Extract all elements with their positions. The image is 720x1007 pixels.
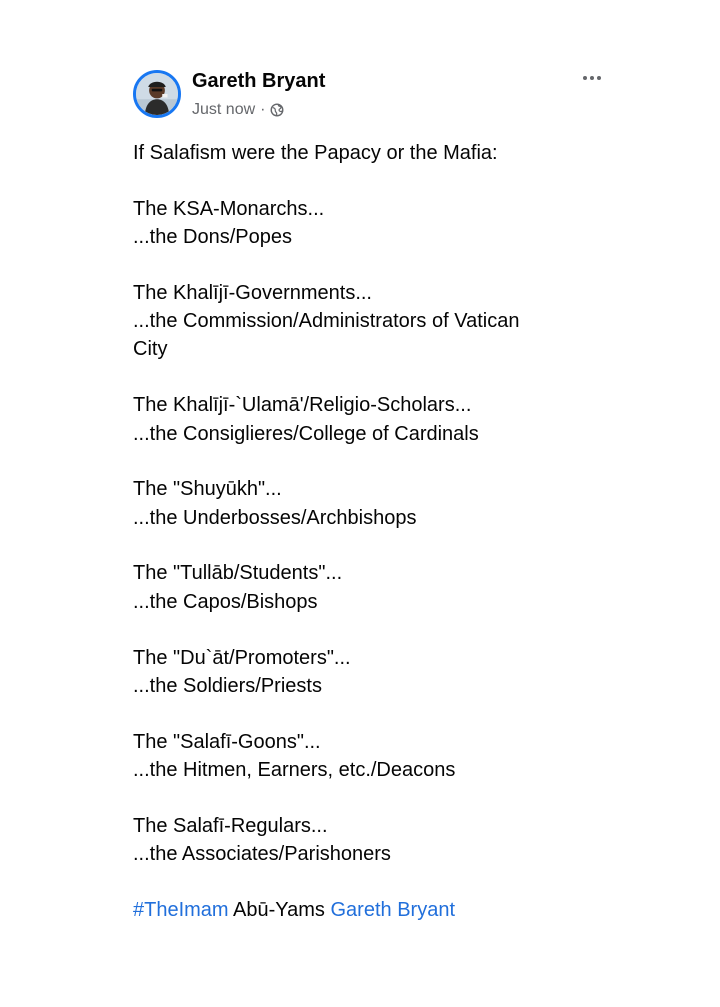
author-name[interactable]: Gareth Bryant — [192, 70, 326, 92]
more-options-button[interactable] — [578, 66, 606, 90]
pair-2-bottom: ...the Commission/Administrators of Vatican — [133, 310, 520, 333]
timestamp[interactable]: Just now — [192, 101, 256, 118]
pair-3-top: The Khalījī-`Ulamā'/Religio-Scholars... — [133, 394, 472, 417]
pair-5-top: The "Tullāb/Students"... — [133, 562, 343, 585]
pair-1-top: The KSA-Monarchs... — [133, 197, 325, 220]
mention-link[interactable]: Gareth Bryant — [330, 898, 456, 921]
globe-icon[interactable] — [270, 103, 284, 117]
pair-8-bottom: ...the Associates/Parishoners — [133, 843, 391, 866]
avatar[interactable] — [133, 70, 181, 118]
post-text — [133, 139, 603, 924]
footer-plain-text: Abū-Yams — [228, 898, 331, 921]
more-horizontal-icon — [583, 76, 601, 80]
avatar-image — [136, 73, 178, 115]
pair-7-bottom: ...the Hitmen, Earners, etc./Deacons — [133, 758, 456, 781]
hashtag-link[interactable]: #TheImam — [133, 898, 229, 921]
pair-1-bottom: ...the Dons/Popes — [133, 226, 292, 249]
pair-6-top: The "Du`āt/Promoters"... — [133, 646, 351, 669]
meta-separator: · — [260, 101, 266, 118]
pair-4-bottom: ...the Underbosses/Archbishops — [133, 506, 417, 529]
post-intro: If Salafism were the Papacy or the Mafia: — [133, 142, 498, 164]
pair-2-bottom-continued: City — [133, 338, 168, 361]
pair-6-bottom: ...the Soldiers/Priests — [133, 674, 322, 697]
pair-8-top: The Salafī-Regulars... — [133, 814, 328, 837]
pair-4-top: The "Shuyūkh"... — [133, 478, 282, 501]
pair-2-top: The Khalījī-Governments... — [133, 281, 372, 304]
pair-5-bottom: ...the Capos/Bishops — [133, 590, 318, 613]
post-footer — [133, 896, 603, 924]
post-meta — [192, 100, 284, 120]
pair-7-top: The "Salafī-Goons"... — [133, 730, 321, 753]
pair-3-bottom: ...the Consiglieres/College of Cardinals — [133, 422, 479, 445]
